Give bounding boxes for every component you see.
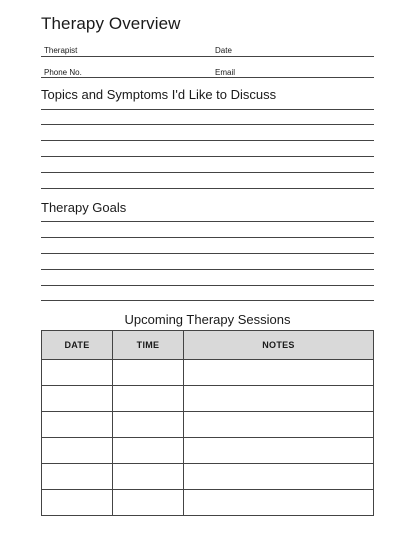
date-cell[interactable] (42, 438, 113, 464)
notes-cell[interactable] (184, 386, 374, 412)
time-column-header: TIME (113, 331, 184, 360)
topics-line[interactable] (41, 109, 374, 110)
topics-line[interactable] (41, 124, 374, 125)
sessions-header-row (42, 331, 374, 360)
notes-column-header: NOTES (184, 331, 374, 360)
table-row (42, 438, 374, 464)
topics-heading: Topics and Symptoms I'd Like to Discuss (41, 87, 277, 102)
table-row (42, 386, 374, 412)
table-row (42, 360, 374, 386)
goals-line[interactable] (41, 221, 374, 222)
time-cell[interactable] (113, 412, 184, 438)
date-column-header: DATE (42, 331, 113, 360)
table-row (42, 490, 374, 516)
date-cell[interactable] (42, 464, 113, 490)
time-cell[interactable] (113, 464, 184, 490)
topics-line[interactable] (41, 156, 374, 157)
topics-line[interactable] (41, 140, 374, 141)
sessions-table (41, 330, 374, 516)
goals-line[interactable] (41, 300, 374, 301)
topics-line[interactable] (41, 172, 374, 173)
date-cell[interactable] (42, 360, 113, 386)
notes-cell[interactable] (184, 412, 374, 438)
goals-line[interactable] (41, 237, 374, 238)
phone-label: Phone No. (44, 68, 82, 77)
notes-cell[interactable] (184, 438, 374, 464)
notes-cell[interactable] (184, 464, 374, 490)
email-label: Email (215, 68, 236, 77)
table-row (42, 464, 374, 490)
date-cell[interactable] (42, 412, 113, 438)
goals-line[interactable] (41, 285, 374, 286)
topics-line[interactable] (41, 188, 374, 189)
time-cell[interactable] (113, 490, 184, 516)
time-cell[interactable] (113, 386, 184, 412)
therapist-label: Therapist (44, 46, 78, 55)
goals-line[interactable] (41, 269, 374, 270)
therapist-date-line[interactable] (41, 56, 374, 57)
page-title: Therapy Overview (41, 14, 181, 33)
notes-cell[interactable] (184, 490, 374, 516)
sessions-heading: Upcoming Therapy Sessions (124, 312, 291, 327)
date-cell[interactable] (42, 490, 113, 516)
date-cell[interactable] (42, 386, 113, 412)
date-label: Date (215, 46, 232, 55)
time-cell[interactable] (113, 438, 184, 464)
time-cell[interactable] (113, 360, 184, 386)
goals-heading: Therapy Goals (41, 200, 127, 215)
notes-cell[interactable] (184, 360, 374, 386)
goals-line[interactable] (41, 253, 374, 254)
phone-email-line[interactable] (41, 77, 374, 78)
table-row (42, 412, 374, 438)
